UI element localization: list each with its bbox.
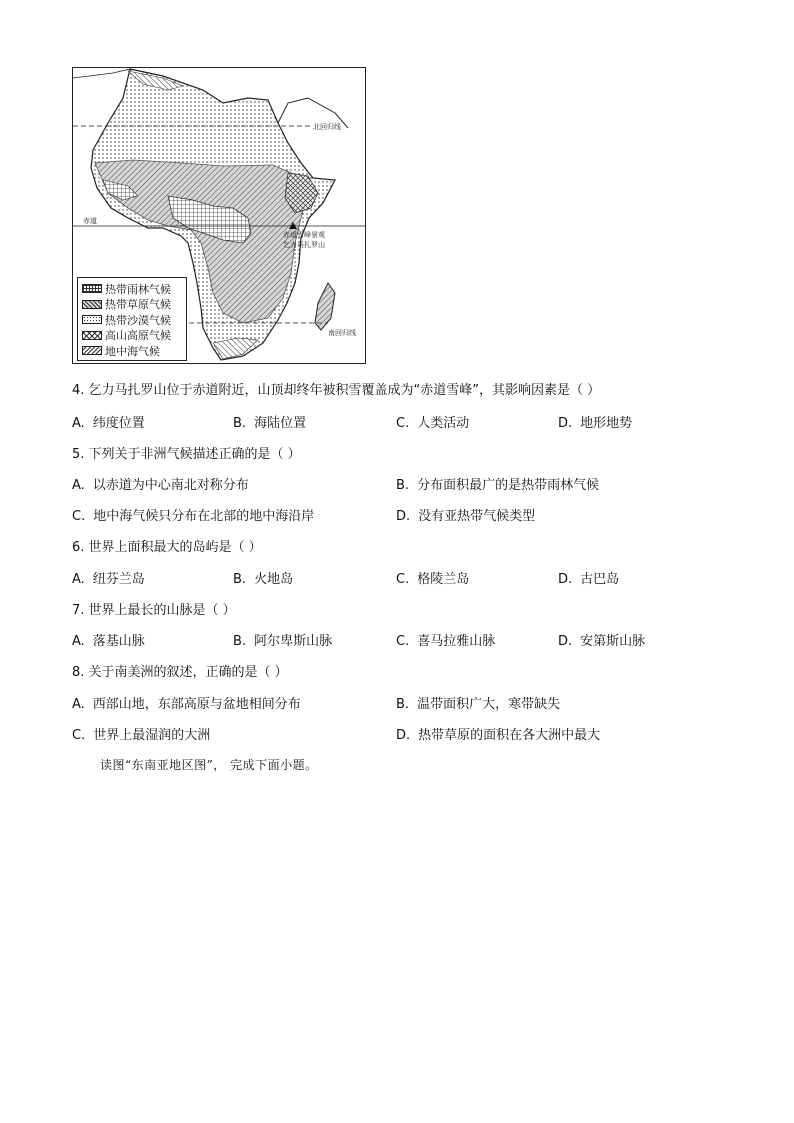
q4-option-c[interactable]: C. 人类活动 [396, 416, 470, 431]
reading-instruction: 读图“东南亚地区图”， 完成下面小题。 [100, 758, 318, 772]
legend-item [82, 297, 182, 313]
label-tropic-capricorn: 南回归线 [328, 329, 356, 337]
q4-option-d[interactable]: D. 地形地势 [558, 416, 633, 431]
q7-option-d[interactable]: D. 安第斯山脉 [558, 634, 646, 649]
question-6-stem: 6. 世界上面积最大的岛屿是（ ） [72, 540, 262, 555]
savanna-swatch-icon [82, 300, 102, 309]
q5-option-c[interactable]: C. 地中海气候只分布在北部的地中海沿岸 [72, 509, 315, 524]
q6-option-a[interactable]: A. 纽芬兰岛 [72, 572, 145, 587]
legend-item [82, 281, 182, 297]
q7-option-c[interactable]: C. 喜马拉雅山脉 [396, 634, 496, 649]
legend-label: 热带沙漠气候 [105, 313, 171, 327]
desert-swatch-icon [82, 315, 102, 324]
label-tropic-cancer: 北回归线 [313, 123, 341, 131]
legend-label: 高山高原气候 [105, 329, 171, 343]
africa-climate-map [72, 67, 366, 364]
q8-option-b[interactable]: B. 温带面积广大，寒带缺失 [396, 697, 561, 712]
legend-item [82, 312, 182, 328]
legend-item [82, 343, 182, 359]
mediterranean-swatch-icon [82, 346, 102, 355]
q5-option-a[interactable]: A. 以赤道为中心南北对称分布 [72, 478, 249, 493]
legend-label: 热带雨林气候 [105, 282, 171, 296]
q8-option-a[interactable]: A. 西部山地，东部高原与盆地相间分布 [72, 697, 301, 712]
question-8-stem: 8. 关于南美洲的叙述，正确的是（ ） [72, 665, 288, 680]
legend-item [82, 328, 182, 344]
question-7-stem: 7. 世界上最长的山脉是（ ） [72, 603, 236, 618]
label-kilimanjaro-note: 赤道雪峰景观 [283, 231, 325, 239]
q6-option-c[interactable]: C. 格陵兰岛 [396, 572, 470, 587]
plateau-swatch-icon [82, 331, 102, 340]
legend-label: 地中海气候 [105, 344, 160, 358]
label-kilimanjaro: 乞力马扎罗山 [283, 241, 325, 249]
question-5-stem: 5. 下列关于非洲气候描述正确的是（ ） [72, 447, 301, 462]
q4-option-a[interactable]: A. 纬度位置 [72, 416, 145, 431]
q8-option-d[interactable]: D. 热带草原的面积在各大洲中最大 [396, 728, 601, 743]
label-equator: 赤道 [83, 217, 97, 225]
q7-option-b[interactable]: B. 阿尔卑斯山脉 [233, 634, 333, 649]
q6-option-b[interactable]: B. 火地岛 [233, 572, 294, 587]
coastline-europe [73, 69, 130, 78]
legend-label: 热带草原气候 [105, 298, 171, 312]
q6-option-d[interactable]: D. 古巴岛 [558, 572, 620, 587]
q7-option-a[interactable]: A. 落基山脉 [72, 634, 145, 649]
q5-option-d[interactable]: D. 没有亚热带气候类型 [396, 509, 536, 524]
q8-option-c[interactable]: C. 世界上最湿润的大洲 [72, 728, 211, 743]
map-legend [77, 277, 187, 361]
question-4-stem: 4. 乞力马扎罗山位于赤道附近，山顶却终年被积雪覆盖成为“赤道雪峰”，其影响因素是（ ） [72, 383, 601, 398]
q5-option-b[interactable]: B. 分布面积最广的是热带雨林气候 [396, 478, 600, 493]
rainforest-swatch-icon [82, 284, 102, 293]
q4-option-b[interactable]: B. 海陆位置 [233, 416, 307, 431]
